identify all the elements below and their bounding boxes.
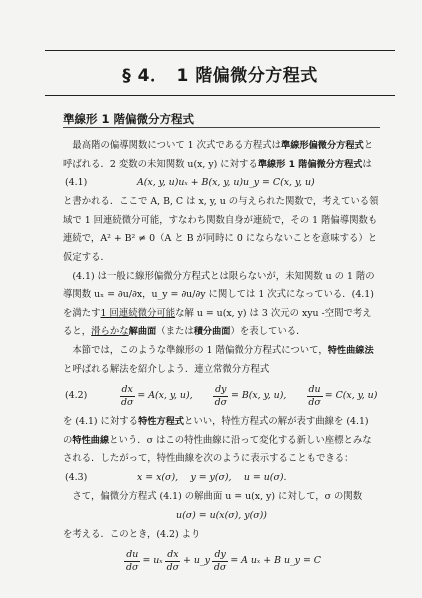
equation-4-3 (63, 469, 380, 488)
paragraph-3: (4.1) は一般に線形偏微分方程式とは限らないが，未知関数 u の 1 階の導関数 uₓ = ∂u/∂x，u_y = ∂u/∂y に関しては 1 次式になっている．(4.1) を満たす1 回連続微分可能な解 u = u(x, y) は 3 次元の xyu -空間で考えると，滑らかな解曲面（または積分曲面）を表している． (63, 270, 375, 338)
term-characteristic-equation: 特性方程式 (138, 416, 184, 428)
equation-number: (4.2) (65, 389, 88, 401)
equation-4-1 (63, 174, 380, 193)
equation-composite (63, 507, 380, 526)
chapter-title: § 4． 1 階偏微分方程式 (122, 65, 318, 86)
equation-body: u(σ) = u(x(σ), y(σ)) (176, 509, 267, 521)
equation-body: x = x(σ), y = y(σ), u = u(σ). (137, 472, 287, 484)
section-heading: 準線形 1 階偏微分方程式 (63, 112, 195, 126)
equation-number: (4.3) (65, 472, 88, 484)
section-rule (63, 127, 380, 128)
equation-4-2: (4.2) $\frac{dx}{d\sigma}$ = A(x, y, u), $\frac{dy}{d\sigma}$ = B(x, y, u), $\frac{du}{d\sigma}$ = C(x, y, u) (65, 383, 378, 408)
paragraph-7: を考える．このとき，(4.2) より (63, 528, 201, 540)
term-quasilinear-pde: 準線形偏微分方程式 (281, 140, 364, 151)
term-characteristic-curve: 特性曲線 (72, 434, 110, 446)
equation-number: (4.1) (65, 177, 88, 189)
equation-body: A(x, y, u)uₓ + B(x, y, u)u_y = C(x, y, u) (137, 177, 315, 189)
term-characteristics-method: 特性曲線法 (327, 344, 374, 356)
body-text (63, 137, 380, 578)
paragraph-2: と書かれる．ここで A, B, C は x, y, u の与えられた関数で，考えている領域で 1 回連続微分可能，すなわち関数自身が連続で，その 1 階偏導関数も連続で，A² + B² ≠ 0（A と B が同時に 0 にならないことを意味する）と仮定する． (63, 196, 379, 263)
paragraph-4: 本節では，このような準線形の 1 階偏微分方程式について，特性曲線法と呼ばれる解法を紹介しよう．連立常微分方程式 (63, 344, 374, 375)
paragraph-5: を (4.1) に対する特性方程式といい，特性方程式の解が表す曲線を (4.1) の特性曲線という．σ はこの特性曲線に沿って変化する新しい座標とみなされる．したがって，特性曲線を次のように表示することもできる： (63, 416, 372, 465)
equation-chain-rule: $\frac{du}{d\sigma}$ = uₓ $\frac{dx}{d\sigma}$ + u_y $\frac{dy}{d\sigma}$ = A uₓ + B u_y = C (126, 548, 321, 573)
underlined-text: 滑らかな (91, 326, 129, 338)
term-quasilinear-first-order-pde: 準線形 1 階偏微分方程式 (257, 158, 363, 170)
paragraph-1: 最高階の偏導関数について 1 次式である方程式は準線形偏微分方程式と呼ばれる．2 変数の未知関数 u(x, y) に対する準線形 1 階偏微分方程式は (63, 140, 374, 170)
term-integral-surface: 積分曲面 (193, 326, 231, 338)
paragraph-6: さて，偏微分方程式 (4.1) の解曲面 u = u(x, y) に対して，σ の関数 (72, 490, 363, 502)
chapter-header (45, 50, 395, 96)
underlined-text: 1 回連続微分可能 (100, 307, 176, 319)
term-solution-surface: 解曲面 (128, 326, 157, 338)
